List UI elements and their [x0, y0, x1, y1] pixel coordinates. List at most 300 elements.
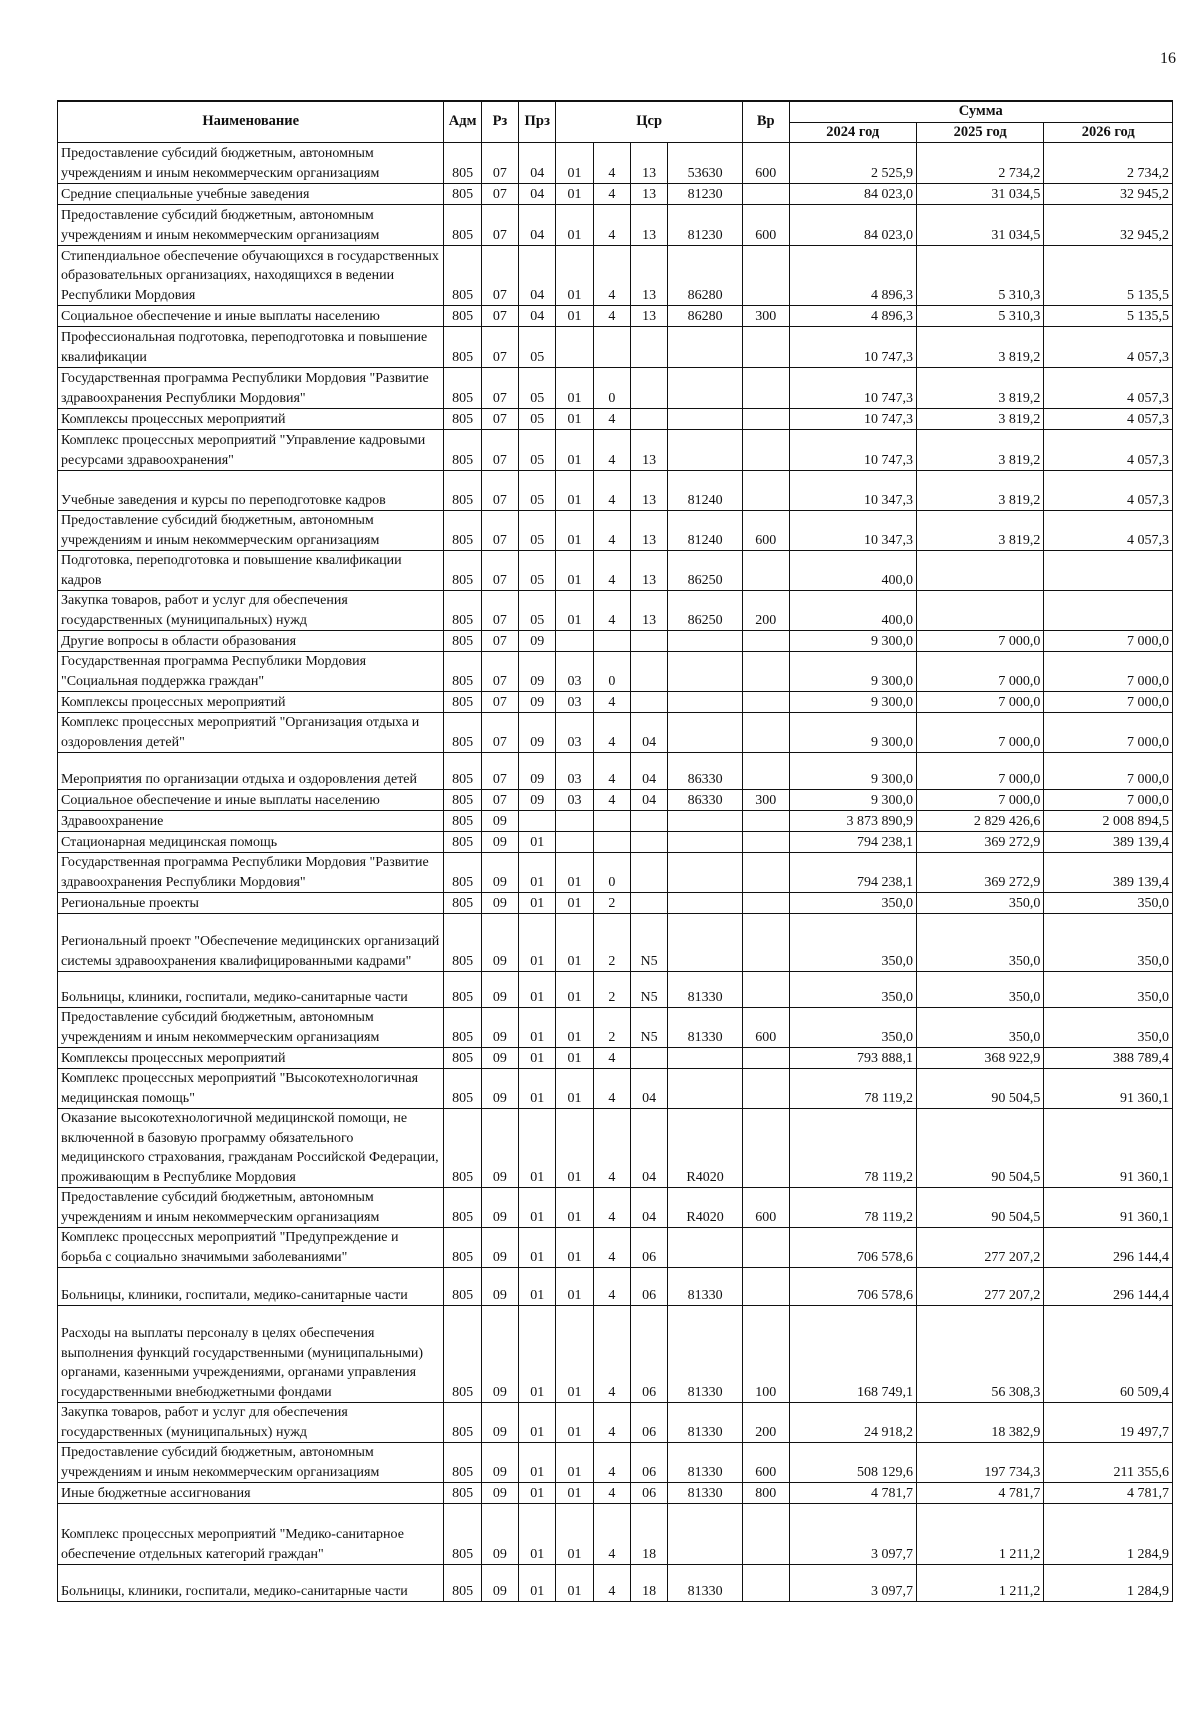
cell-rz: 09 — [481, 811, 518, 832]
cell-amount-2024: 10 747,3 — [789, 409, 916, 430]
header-name: Наименование — [58, 101, 444, 143]
table-row — [58, 692, 1173, 713]
cell-amount-2026 — [1044, 591, 1173, 631]
cell-rz: 07 — [481, 430, 518, 471]
cell-prz: 01 — [519, 1048, 556, 1069]
cell-csr-program: 03 — [556, 753, 593, 790]
cell-amount-2024: 10 747,3 — [789, 430, 916, 471]
table-row — [58, 1306, 1173, 1403]
cell-amount-2025: 3 819,2 — [916, 511, 1043, 551]
cell-vr — [742, 1268, 789, 1306]
cell-csr-event: 13 — [630, 551, 667, 591]
cell-amount-2024: 4 896,3 — [789, 246, 916, 306]
cell-vr — [742, 409, 789, 430]
table-row — [58, 893, 1173, 914]
cell-vr — [742, 914, 789, 972]
cell-amount-2025: 2 829 426,6 — [916, 811, 1043, 832]
cell-rz: 07 — [481, 368, 518, 409]
table-body — [58, 143, 1173, 1602]
cell-vr — [742, 327, 789, 368]
cell-amount-2024: 3 097,7 — [789, 1504, 916, 1565]
cell-prz: 01 — [519, 832, 556, 853]
cell-csr-program: 01 — [556, 368, 593, 409]
cell-prz: 01 — [519, 1443, 556, 1483]
cell-amount-2024: 2 525,9 — [789, 143, 916, 184]
cell-csr-direction — [668, 430, 743, 471]
cell-name: Средние специальные учебные заведения — [58, 184, 444, 205]
cell-prz: 05 — [519, 430, 556, 471]
cell-name: Комплекс процессных мероприятий "Предупреждение и борьба с социально значимыми заболеваниями" — [58, 1228, 444, 1268]
cell-amount-2026: 4 057,3 — [1044, 327, 1173, 368]
cell-csr-direction — [668, 914, 743, 972]
cell-prz: 01 — [519, 853, 556, 893]
cell-amount-2024: 10 747,3 — [789, 368, 916, 409]
cell-name: Больницы, клиники, госпитали, медико-санитарные части — [58, 1268, 444, 1306]
header-sum: Сумма — [789, 101, 1172, 122]
cell-amount-2025: 197 734,3 — [916, 1443, 1043, 1483]
cell-csr-event: 13 — [630, 306, 667, 327]
cell-csr-type: 4 — [593, 713, 630, 753]
cell-name: Закупка товаров, работ и услуг для обеспечения государственных (муниципальных) нужд — [58, 591, 444, 631]
cell-csr-event: 04 — [630, 753, 667, 790]
cell-amount-2025: 1 211,2 — [916, 1504, 1043, 1565]
cell-csr-program: 01 — [556, 1268, 593, 1306]
cell-rz: 07 — [481, 511, 518, 551]
cell-name: Мероприятия по организации отдыха и оздоровления детей — [58, 753, 444, 790]
header-adm: Адм — [444, 101, 481, 143]
cell-amount-2024: 706 578,6 — [789, 1228, 916, 1268]
cell-prz: 01 — [519, 1008, 556, 1048]
cell-prz: 05 — [519, 591, 556, 631]
cell-csr-type: 4 — [593, 511, 630, 551]
cell-csr-event: 13 — [630, 205, 667, 246]
cell-amount-2026: 350,0 — [1044, 1008, 1173, 1048]
cell-prz: 05 — [519, 511, 556, 551]
table-row — [58, 972, 1173, 1008]
header-year-2024: 2024 год — [789, 122, 916, 143]
cell-csr-program: 03 — [556, 692, 593, 713]
cell-csr-direction — [668, 811, 743, 832]
cell-prz: 05 — [519, 409, 556, 430]
cell-rz: 09 — [481, 914, 518, 972]
cell-amount-2025: 4 781,7 — [916, 1483, 1043, 1504]
cell-amount-2026: 60 509,4 — [1044, 1306, 1173, 1403]
cell-prz: 04 — [519, 205, 556, 246]
cell-amount-2026: 350,0 — [1044, 893, 1173, 914]
cell-adm: 805 — [444, 205, 481, 246]
cell-adm: 805 — [444, 511, 481, 551]
cell-rz: 09 — [481, 1008, 518, 1048]
cell-csr-type: 4 — [593, 1069, 630, 1109]
cell-csr-event: 13 — [630, 430, 667, 471]
cell-name: Комплексы процессных мероприятий — [58, 409, 444, 430]
cell-amount-2024: 9 300,0 — [789, 753, 916, 790]
cell-name: Предоставление субсидий бюджетным, автономным учреждениям и иным некоммерческим организациям — [58, 1188, 444, 1228]
cell-vr: 200 — [742, 1403, 789, 1443]
cell-amount-2025: 7 000,0 — [916, 652, 1043, 692]
cell-rz: 07 — [481, 327, 518, 368]
cell-csr-event: N5 — [630, 1008, 667, 1048]
cell-prz: 04 — [519, 184, 556, 205]
cell-csr-event: 04 — [630, 1188, 667, 1228]
cell-csr-type: 4 — [593, 409, 630, 430]
table-row — [58, 1048, 1173, 1069]
cell-csr-direction: 81330 — [668, 1443, 743, 1483]
cell-csr-direction — [668, 853, 743, 893]
cell-name: Другие вопросы в области образования — [58, 631, 444, 652]
table-row — [58, 306, 1173, 327]
cell-vr — [742, 1048, 789, 1069]
cell-adm: 805 — [444, 591, 481, 631]
cell-rz: 09 — [481, 1565, 518, 1602]
table-row — [58, 205, 1173, 246]
cell-amount-2024: 9 300,0 — [789, 713, 916, 753]
cell-rz: 07 — [481, 753, 518, 790]
cell-amount-2025: 90 504,5 — [916, 1069, 1043, 1109]
table-row — [58, 430, 1173, 471]
header-prz: Прз — [519, 101, 556, 143]
cell-prz: 01 — [519, 1069, 556, 1109]
budget-table — [57, 100, 1173, 1602]
cell-name: Комплексы процессных мероприятий — [58, 1048, 444, 1069]
cell-amount-2024: 9 300,0 — [789, 652, 916, 692]
cell-amount-2024: 4 896,3 — [789, 306, 916, 327]
cell-amount-2025: 350,0 — [916, 972, 1043, 1008]
cell-vr: 600 — [742, 511, 789, 551]
cell-vr: 600 — [742, 1008, 789, 1048]
cell-csr-type: 0 — [593, 853, 630, 893]
cell-vr — [742, 1504, 789, 1565]
cell-csr-program: 01 — [556, 1306, 593, 1403]
cell-name: Больницы, клиники, госпитали, медико-санитарные части — [58, 972, 444, 1008]
cell-amount-2025: 56 308,3 — [916, 1306, 1043, 1403]
cell-csr-event: 13 — [630, 591, 667, 631]
cell-rz: 07 — [481, 205, 518, 246]
cell-csr-event: 18 — [630, 1565, 667, 1602]
cell-amount-2024: 9 300,0 — [789, 692, 916, 713]
cell-vr — [742, 1109, 789, 1188]
cell-prz: 01 — [519, 972, 556, 1008]
cell-csr-direction: R4020 — [668, 1188, 743, 1228]
cell-csr-program: 01 — [556, 1565, 593, 1602]
cell-prz: 01 — [519, 1188, 556, 1228]
cell-rz: 09 — [481, 1443, 518, 1483]
cell-prz: 01 — [519, 1403, 556, 1443]
cell-csr-direction: 81330 — [668, 1268, 743, 1306]
cell-amount-2025: 3 819,2 — [916, 409, 1043, 430]
cell-csr-event: 13 — [630, 184, 667, 205]
table-row — [58, 368, 1173, 409]
cell-csr-event: 06 — [630, 1228, 667, 1268]
cell-name: Комплекс процессных мероприятий "Управление кадровыми ресурсами здравоохранения" — [58, 430, 444, 471]
cell-rz: 07 — [481, 246, 518, 306]
table-row — [58, 790, 1173, 811]
cell-csr-event: 06 — [630, 1268, 667, 1306]
cell-vr: 600 — [742, 205, 789, 246]
cell-vr: 300 — [742, 306, 789, 327]
cell-csr-event — [630, 811, 667, 832]
cell-csr-direction: 81330 — [668, 972, 743, 1008]
cell-rz: 09 — [481, 1048, 518, 1069]
cell-csr-program: 01 — [556, 205, 593, 246]
cell-name: Оказание высокотехнологичной медицинской помощи, не включенной в базовую программу обязательного медицинского страхования, гражданам Российской Федерации, проживающим в Республике Мордовия — [58, 1109, 444, 1188]
cell-name: Государственная программа Республики Мордовия "Социальная поддержка граждан" — [58, 652, 444, 692]
cell-rz: 07 — [481, 551, 518, 591]
cell-vr — [742, 972, 789, 1008]
cell-adm: 805 — [444, 652, 481, 692]
cell-rz: 09 — [481, 893, 518, 914]
cell-csr-type: 4 — [593, 1268, 630, 1306]
cell-rz: 09 — [481, 1306, 518, 1403]
table-row — [58, 1483, 1173, 1504]
cell-amount-2026: 4 057,3 — [1044, 430, 1173, 471]
cell-adm: 805 — [444, 327, 481, 368]
cell-rz: 07 — [481, 184, 518, 205]
cell-adm: 805 — [444, 1109, 481, 1188]
cell-csr-program: 01 — [556, 471, 593, 511]
cell-csr-event: 04 — [630, 1069, 667, 1109]
cell-csr-direction: 81240 — [668, 471, 743, 511]
cell-prz: 05 — [519, 551, 556, 591]
header-year-2026: 2026 год — [1044, 122, 1173, 143]
cell-amount-2026: 2 008 894,5 — [1044, 811, 1173, 832]
table-row — [58, 246, 1173, 306]
cell-amount-2026: 5 135,5 — [1044, 306, 1173, 327]
cell-vr — [742, 368, 789, 409]
cell-adm: 805 — [444, 184, 481, 205]
cell-amount-2026: 296 144,4 — [1044, 1268, 1173, 1306]
cell-csr-type: 4 — [593, 1228, 630, 1268]
cell-name: Социальное обеспечение и иные выплаты населению — [58, 306, 444, 327]
table-row — [58, 409, 1173, 430]
cell-prz: 09 — [519, 713, 556, 753]
cell-amount-2024: 78 119,2 — [789, 1109, 916, 1188]
header-vr: Вр — [742, 101, 789, 143]
cell-rz: 09 — [481, 832, 518, 853]
cell-amount-2025: 31 034,5 — [916, 184, 1043, 205]
cell-adm: 805 — [444, 1504, 481, 1565]
cell-prz: 01 — [519, 893, 556, 914]
cell-prz — [519, 811, 556, 832]
cell-csr-type — [593, 631, 630, 652]
cell-rz: 09 — [481, 853, 518, 893]
cell-name: Комплекс процессных мероприятий "Медико-санитарное обеспечение отдельных категорий граждан" — [58, 1504, 444, 1565]
cell-amount-2025: 3 819,2 — [916, 327, 1043, 368]
cell-prz: 01 — [519, 1268, 556, 1306]
page-number: 16 — [1160, 50, 1176, 67]
cell-csr-event: 04 — [630, 713, 667, 753]
cell-csr-direction — [668, 1069, 743, 1109]
table-row — [58, 631, 1173, 652]
cell-amount-2025: 7 000,0 — [916, 790, 1043, 811]
cell-adm: 805 — [444, 1403, 481, 1443]
cell-csr-event: 04 — [630, 790, 667, 811]
cell-prz: 01 — [519, 1504, 556, 1565]
cell-amount-2025: 7 000,0 — [916, 631, 1043, 652]
cell-prz: 04 — [519, 306, 556, 327]
table-row — [58, 1443, 1173, 1483]
table-row — [58, 511, 1173, 551]
cell-vr — [742, 551, 789, 591]
cell-amount-2024: 508 129,6 — [789, 1443, 916, 1483]
cell-name: Государственная программа Республики Мордовия "Развитие здравоохранения Республики Мордовия" — [58, 853, 444, 893]
cell-csr-type: 4 — [593, 471, 630, 511]
cell-csr-event: 06 — [630, 1443, 667, 1483]
cell-csr-direction — [668, 832, 743, 853]
cell-name: Государственная программа Республики Мордовия "Развитие здравоохранения Республики Мордовия" — [58, 368, 444, 409]
cell-csr-type: 4 — [593, 1403, 630, 1443]
cell-adm: 805 — [444, 853, 481, 893]
cell-prz: 04 — [519, 143, 556, 184]
cell-rz: 07 — [481, 471, 518, 511]
cell-amount-2026: 388 789,4 — [1044, 1048, 1173, 1069]
cell-csr-type: 4 — [593, 184, 630, 205]
table-row — [58, 1069, 1173, 1109]
cell-amount-2024: 4 781,7 — [789, 1483, 916, 1504]
cell-amount-2026: 5 135,5 — [1044, 246, 1173, 306]
table-row — [58, 832, 1173, 853]
cell-amount-2024: 400,0 — [789, 551, 916, 591]
cell-csr-direction — [668, 713, 743, 753]
cell-amount-2026: 7 000,0 — [1044, 692, 1173, 713]
cell-csr-program: 01 — [556, 409, 593, 430]
cell-csr-direction: 81330 — [668, 1565, 743, 1602]
cell-vr: 100 — [742, 1306, 789, 1403]
cell-adm: 805 — [444, 692, 481, 713]
cell-name: Стипендиальное обеспечение обучающихся в государственных образовательных организациях, находящихся в ведении Республики Мордовия — [58, 246, 444, 306]
cell-adm: 805 — [444, 1443, 481, 1483]
cell-amount-2026 — [1044, 551, 1173, 591]
cell-amount-2024: 350,0 — [789, 893, 916, 914]
cell-adm: 805 — [444, 832, 481, 853]
cell-name: Здравоохранение — [58, 811, 444, 832]
cell-csr-direction — [668, 409, 743, 430]
cell-vr: 800 — [742, 1483, 789, 1504]
cell-rz: 09 — [481, 972, 518, 1008]
cell-amount-2025: 3 819,2 — [916, 471, 1043, 511]
table-row — [58, 184, 1173, 205]
cell-amount-2025: 3 819,2 — [916, 368, 1043, 409]
cell-prz: 05 — [519, 327, 556, 368]
cell-csr-event — [630, 853, 667, 893]
cell-adm: 805 — [444, 551, 481, 591]
cell-csr-event — [630, 409, 667, 430]
cell-csr-direction — [668, 893, 743, 914]
cell-amount-2026: 7 000,0 — [1044, 790, 1173, 811]
cell-vr — [742, 713, 789, 753]
cell-csr-type: 4 — [593, 1048, 630, 1069]
cell-amount-2026: 389 139,4 — [1044, 853, 1173, 893]
cell-amount-2024: 78 119,2 — [789, 1069, 916, 1109]
cell-amount-2025: 7 000,0 — [916, 692, 1043, 713]
cell-csr-direction: 86330 — [668, 790, 743, 811]
cell-adm: 805 — [444, 893, 481, 914]
cell-vr — [742, 652, 789, 692]
cell-rz: 09 — [481, 1069, 518, 1109]
cell-amount-2026: 7 000,0 — [1044, 652, 1173, 692]
cell-amount-2024: 3 097,7 — [789, 1565, 916, 1602]
cell-csr-type: 4 — [593, 753, 630, 790]
cell-csr-program: 01 — [556, 1048, 593, 1069]
cell-csr-type: 4 — [593, 246, 630, 306]
cell-csr-type: 4 — [593, 306, 630, 327]
cell-csr-program: 01 — [556, 1483, 593, 1504]
cell-amount-2026: 4 057,3 — [1044, 409, 1173, 430]
cell-name: Комплекс процессных мероприятий "Организация отдыха и оздоровления детей" — [58, 713, 444, 753]
cell-csr-event: N5 — [630, 972, 667, 1008]
cell-adm: 805 — [444, 972, 481, 1008]
cell-amount-2026: 7 000,0 — [1044, 713, 1173, 753]
cell-csr-event: 06 — [630, 1306, 667, 1403]
cell-prz: 09 — [519, 692, 556, 713]
cell-prz: 09 — [519, 753, 556, 790]
cell-csr-event: N5 — [630, 914, 667, 972]
cell-rz: 07 — [481, 409, 518, 430]
cell-adm: 805 — [444, 1069, 481, 1109]
table-row — [58, 1228, 1173, 1268]
cell-vr — [742, 853, 789, 893]
cell-csr-direction: 53630 — [668, 143, 743, 184]
cell-adm: 805 — [444, 790, 481, 811]
cell-csr-program: 01 — [556, 1228, 593, 1268]
cell-amount-2026: 1 284,9 — [1044, 1565, 1173, 1602]
cell-csr-type: 4 — [593, 1504, 630, 1565]
cell-csr-direction — [668, 1228, 743, 1268]
cell-csr-event: 13 — [630, 246, 667, 306]
cell-prz: 01 — [519, 1228, 556, 1268]
cell-name: Региональный проект "Обеспечение медицинских организаций системы здравоохранения квалифицированными кадрами" — [58, 914, 444, 972]
cell-csr-direction: 81240 — [668, 511, 743, 551]
cell-amount-2025: 7 000,0 — [916, 713, 1043, 753]
cell-vr: 600 — [742, 1188, 789, 1228]
cell-csr-program: 01 — [556, 511, 593, 551]
cell-amount-2025: 369 272,9 — [916, 832, 1043, 853]
cell-vr: 200 — [742, 591, 789, 631]
cell-rz: 09 — [481, 1483, 518, 1504]
cell-vr — [742, 1228, 789, 1268]
cell-amount-2025 — [916, 591, 1043, 631]
cell-csr-direction: R4020 — [668, 1109, 743, 1188]
cell-csr-program: 01 — [556, 1109, 593, 1188]
cell-vr — [742, 184, 789, 205]
cell-prz: 01 — [519, 1306, 556, 1403]
cell-csr-direction — [668, 631, 743, 652]
cell-name: Расходы на выплаты персоналу в целях обеспечения выполнения функций государственными (муниципальными) органами, казенными учреждениями, органами управления государственными внебюджетными фондами — [58, 1306, 444, 1403]
cell-amount-2025: 368 922,9 — [916, 1048, 1043, 1069]
cell-csr-program: 01 — [556, 1403, 593, 1443]
table-row — [58, 1268, 1173, 1306]
cell-amount-2026: 4 057,3 — [1044, 511, 1173, 551]
cell-adm: 805 — [444, 713, 481, 753]
cell-vr — [742, 753, 789, 790]
cell-csr-program: 01 — [556, 914, 593, 972]
cell-adm: 805 — [444, 246, 481, 306]
cell-vr — [742, 430, 789, 471]
cell-amount-2025: 277 207,2 — [916, 1228, 1043, 1268]
cell-csr-event — [630, 893, 667, 914]
table-row — [58, 1504, 1173, 1565]
table-row — [58, 713, 1173, 753]
cell-csr-direction: 81330 — [668, 1306, 743, 1403]
table-row — [58, 652, 1173, 692]
cell-csr-type: 4 — [593, 143, 630, 184]
cell-rz: 07 — [481, 652, 518, 692]
cell-adm: 805 — [444, 430, 481, 471]
cell-csr-type: 0 — [593, 652, 630, 692]
cell-prz: 01 — [519, 1483, 556, 1504]
cell-amount-2025: 5 310,3 — [916, 306, 1043, 327]
cell-vr — [742, 811, 789, 832]
